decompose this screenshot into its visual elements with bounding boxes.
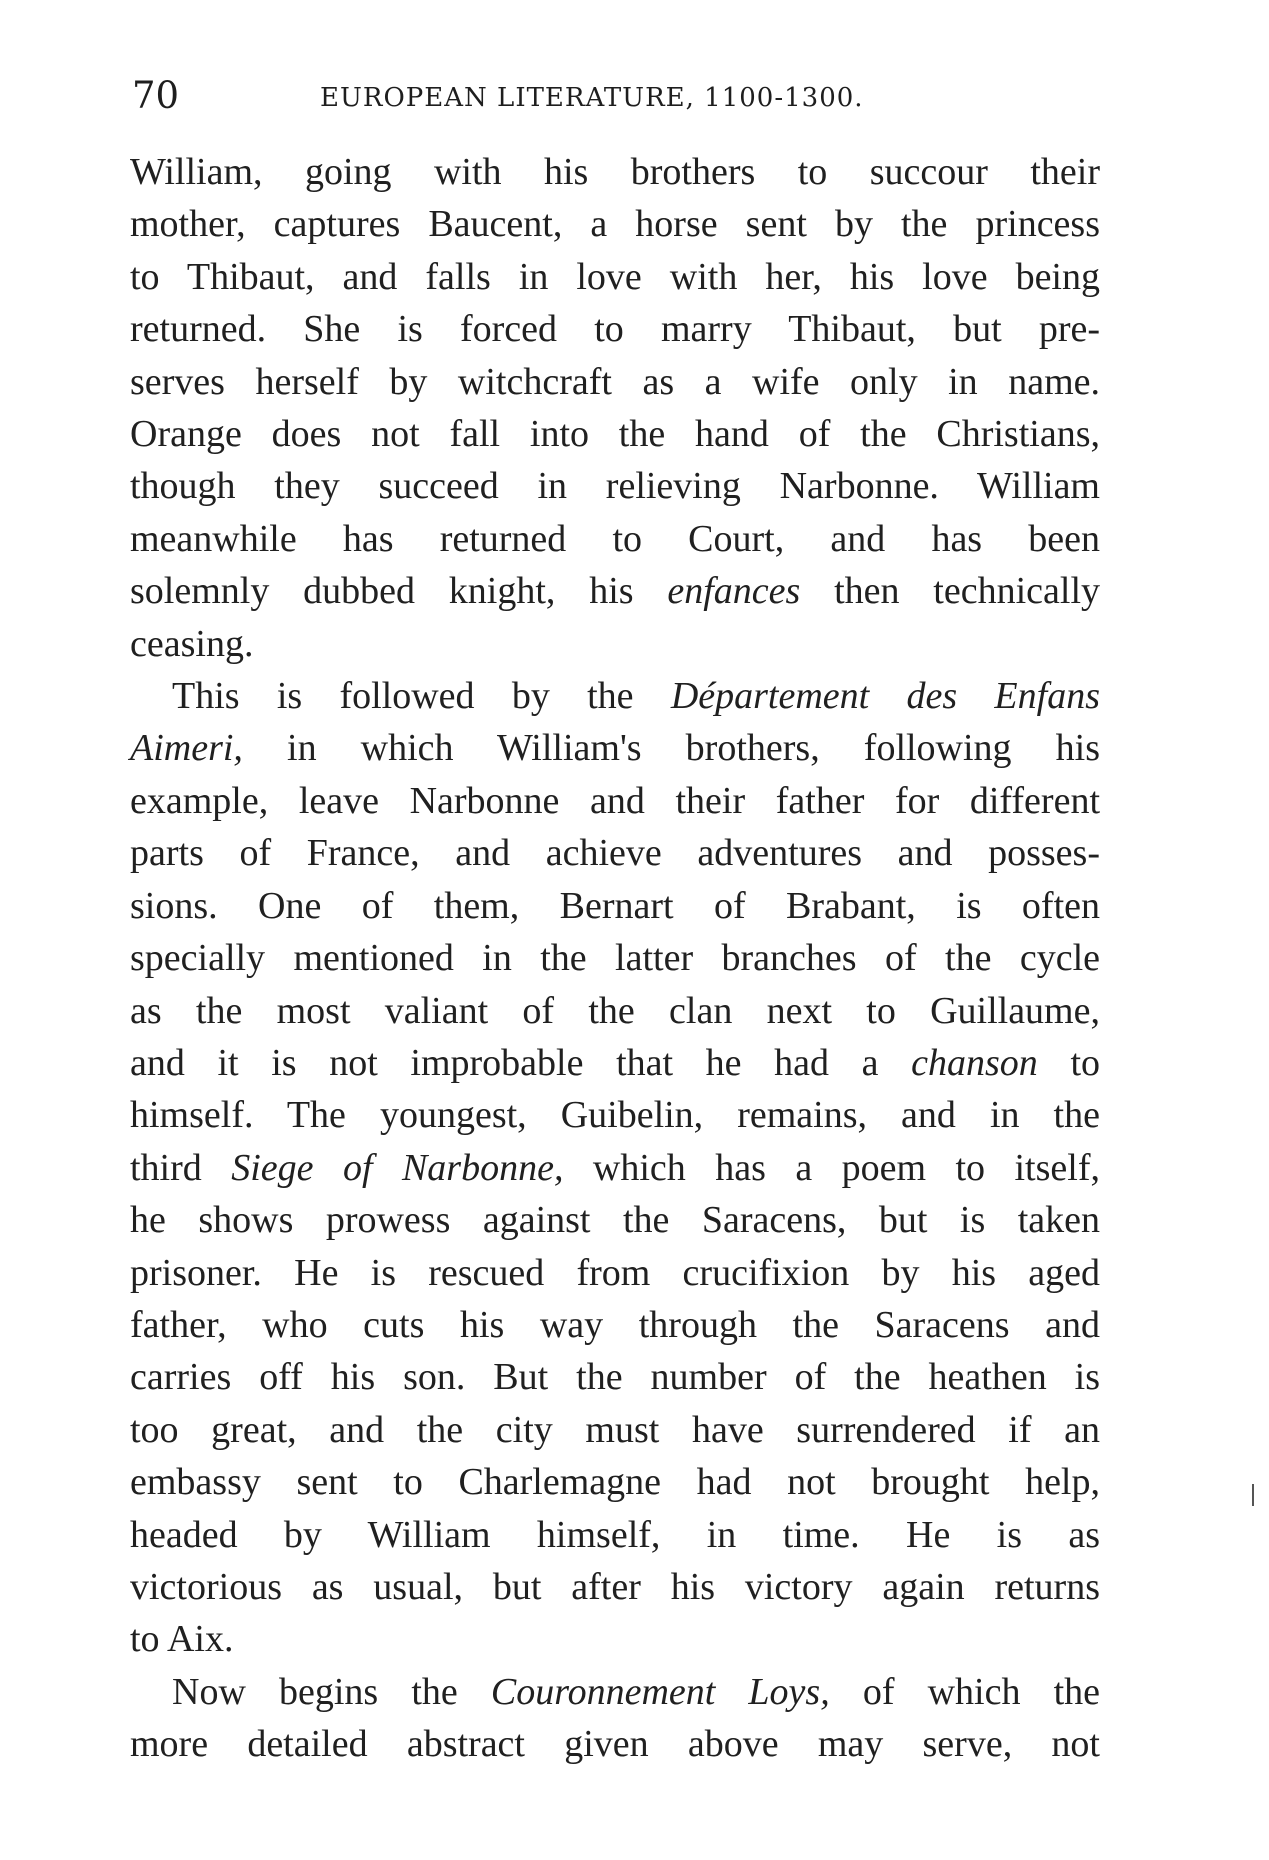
- text-line: serves herself by witchcraft as a wife only in name.: [130, 360, 1100, 403]
- text-line: mother, captures Baucent, a horse sent by the princess: [130, 203, 1100, 246]
- text-line: [130, 1037, 1100, 1089]
- text-line: [130, 565, 1100, 617]
- text-run: in which William's brothers, following his: [242, 727, 1100, 770]
- text-line: example, leave Narbonne and their father for different: [130, 779, 1100, 822]
- running-title: EUROPEAN LITERATURE, 1100-1300.: [320, 83, 864, 113]
- margin-mark: [1252, 1484, 1254, 1506]
- text-line: as the most valiant of the clan next to Guillaume,: [130, 989, 1100, 1032]
- text-line: [130, 1142, 1100, 1194]
- italic-term-enfances: enfances: [667, 570, 801, 613]
- text-run: which has a poem to itself,: [563, 1146, 1100, 1189]
- text-line: himself. The youngest, Guibelin, remains, and in the: [130, 1094, 1100, 1137]
- page-number: 70: [132, 74, 180, 117]
- text-line: to Thibaut, and falls in love with her, his love being: [130, 255, 1100, 298]
- text-run: of which the: [829, 1670, 1100, 1713]
- paragraph-3: [130, 1666, 1100, 1771]
- text-run: third: [130, 1146, 232, 1189]
- text-line: specially mentioned in the latter branches of the cycle: [130, 937, 1100, 980]
- text-run: solemnly dubbed knight, his: [130, 570, 668, 613]
- text-line: [130, 722, 1100, 774]
- text-line: ceasing.: [130, 622, 254, 665]
- text-line: meanwhile has returned to Court, and has been: [130, 517, 1100, 560]
- text-line: headed by William himself, in time. He is as: [130, 1513, 1100, 1556]
- text-line: William, going with his brothers to succour their: [130, 151, 1100, 193]
- italic-title-aimeri: Aimeri,: [130, 727, 243, 770]
- text-run: Now begins the: [172, 1670, 491, 1713]
- text-line: he shows prowess against the Saracens, but is taken: [130, 1199, 1100, 1242]
- text-line: carries off his son. But the number of the heathen is: [130, 1356, 1100, 1399]
- text-line: embassy sent to Charlemagne had not brought help,: [130, 1461, 1100, 1504]
- text-line: more detailed abstract given above may serve, not: [130, 1723, 1100, 1766]
- italic-term-chanson: chanson: [911, 1041, 1038, 1084]
- text-line: sions. One of them, Bernart of Brabant, is often: [130, 884, 1100, 927]
- italic-title-couronnement: Couronnement Loys,: [490, 1670, 830, 1713]
- text-line: [130, 670, 1100, 722]
- text-run: and it is not improbable that he had a: [130, 1041, 912, 1084]
- text-line: though they succeed in relieving Narbonne. William: [130, 465, 1100, 508]
- text-line: [130, 1666, 1100, 1718]
- body-text: [130, 146, 1100, 1771]
- paragraph-1: [130, 146, 1100, 670]
- page-header: [132, 74, 1092, 118]
- text-run: then technically: [800, 570, 1101, 613]
- paragraph-2: [130, 670, 1100, 1666]
- text-line: returned. She is forced to marry Thibaut, but pre-: [130, 308, 1100, 351]
- text-line: Orange does not fall into the hand of the Christians,: [130, 413, 1100, 456]
- italic-title-siege: Siege of Narbonne,: [231, 1146, 564, 1189]
- text-run: to: [1037, 1041, 1100, 1084]
- text-line: too great, and the city must have surrendered if an: [130, 1408, 1100, 1451]
- text-line: victorious as usual, but after his victory again returns: [130, 1565, 1100, 1608]
- text-line: parts of France, and achieve adventures and posses-: [130, 832, 1100, 875]
- text-line: prisoner. He is rescued from crucifixion by his aged: [130, 1251, 1100, 1294]
- text-run: This is followed by the: [172, 675, 671, 718]
- text-line: father, who cuts his way through the Saracens and: [130, 1303, 1100, 1346]
- text-line: to Aix.: [130, 1618, 234, 1661]
- italic-title-departement: Département des Enfans: [670, 675, 1100, 718]
